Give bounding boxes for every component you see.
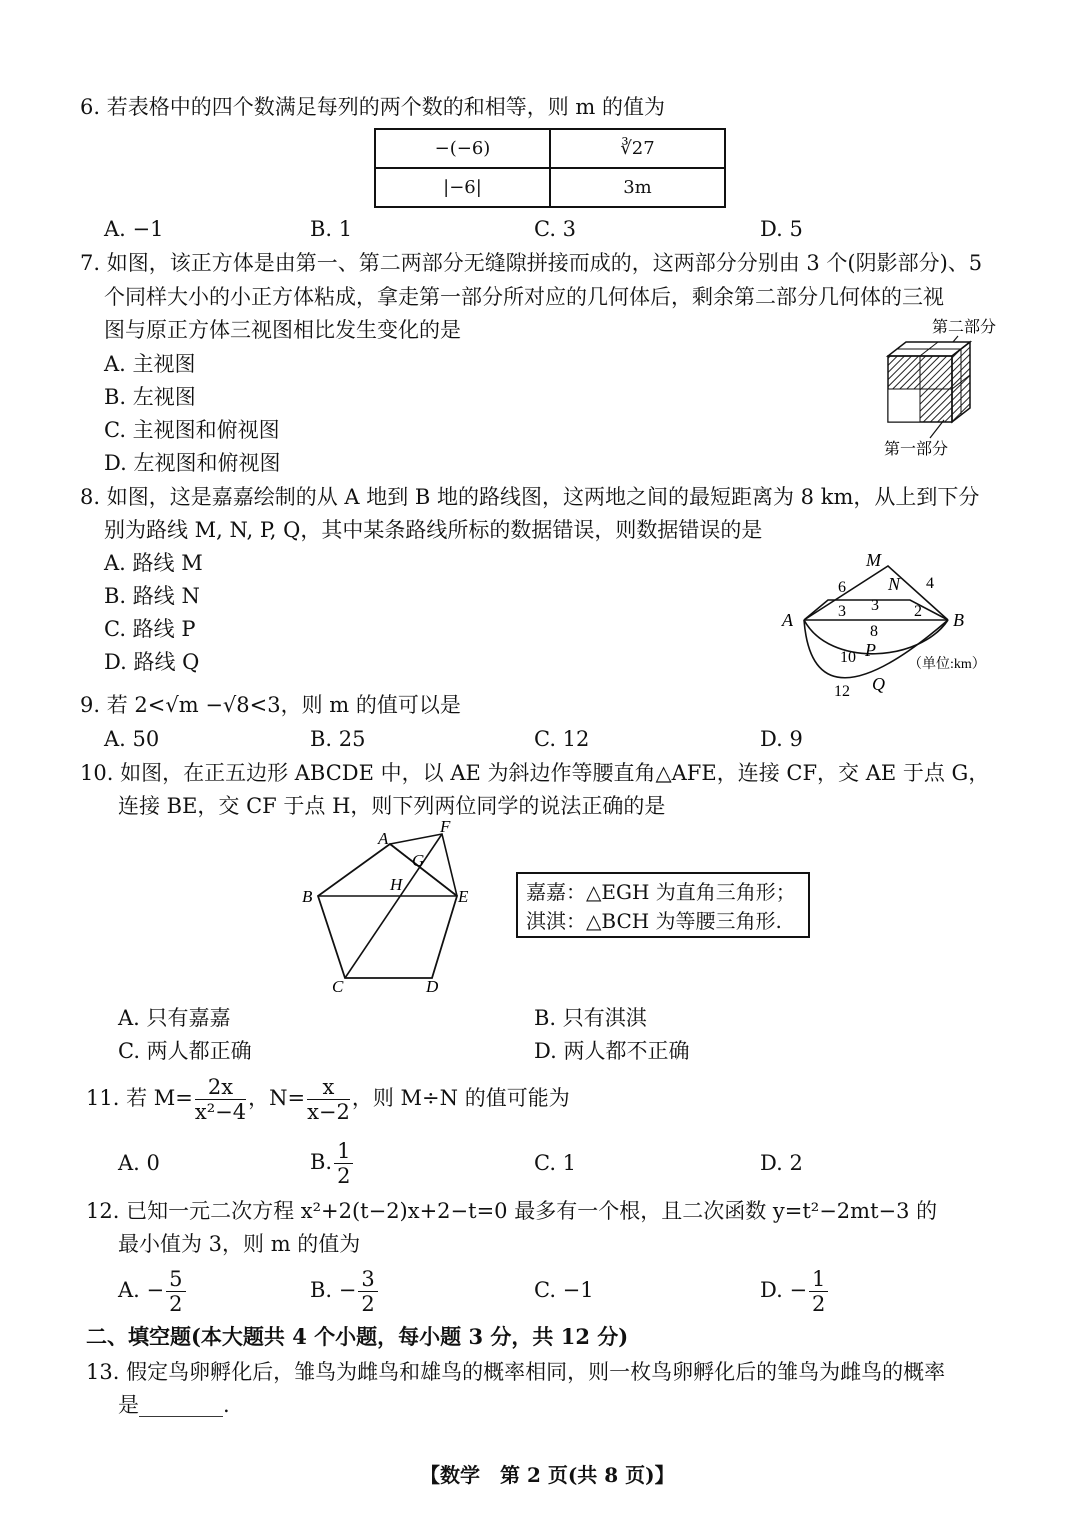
q12-option-b-numerator: 3	[358, 1267, 377, 1292]
q7-option-a: A. 主视图	[104, 352, 196, 376]
q8-label-8: 8	[870, 623, 878, 640]
q10-pentagon-figure	[290, 820, 490, 1000]
q7-cube-figure	[870, 312, 1020, 462]
q12-stem-line-1: 12. 已知一元二次方程 x²+2(t−2)x+2−t=0 最多有一个根，且二次函数 y=t²−2mt−3 的	[86, 1199, 938, 1223]
q8-option-a: A. 路线 M	[104, 551, 203, 575]
q10-option-d: D. 两人都不正确	[534, 1039, 690, 1063]
q13-stem-line-2: 是________.	[118, 1393, 230, 1417]
q11-option-a: A. 0	[118, 1151, 160, 1175]
q7-label-part1: 第一部分	[884, 441, 949, 458]
q7-option-d: D. 左视图和俯视图	[104, 451, 281, 475]
q12-option-b	[310, 1264, 380, 1316]
q8-route-figure	[770, 546, 1040, 706]
q12-option-c: C. −1	[534, 1278, 594, 1302]
q8-label-6: 6	[838, 579, 846, 596]
q11-option-c: C. 1	[534, 1151, 577, 1175]
q12-option-a-numerator: 5	[166, 1267, 185, 1292]
q13-stem-line-1: 13. 假定鸟卵孵化后，雏鸟为雌鸟和雄鸟的概率相同，则一枚鸟卵孵化后的雏鸟为雌鸟的概率	[86, 1360, 946, 1384]
q6-option-c: C. 3	[534, 217, 577, 241]
q6-option-a: A. −1	[104, 217, 164, 241]
q11-m-numerator: 2x	[195, 1075, 246, 1100]
q8-stem-line-2: 别为路线 M, N, P, Q，其中某条路线所标的数据错误，则数据错误的是	[104, 518, 763, 542]
q6-stem: 6. 若表格中的四个数满足每列的两个数的和相等，则 m 的值为	[80, 95, 665, 119]
q7-stem-line-1: 7. 如图，该正方体是由第一、第二两部分无缝隙拼接而成的，这两部分分别由 3 个(阴影部分)、5	[80, 251, 983, 275]
q10-label-c: C	[332, 977, 344, 996]
q12-option-a	[118, 1264, 188, 1316]
q8-label-3a: 3	[838, 603, 846, 620]
q11-prefix: 11. 若 M=	[86, 1086, 193, 1110]
q8-label-12: 12	[834, 683, 850, 700]
q7-stem-line-2: 个同样大小的小正方体粘成，拿走第一部分所对应的几何体后，剩余第二部分几何体的三视	[104, 285, 944, 309]
q10-statement-jiajia: 嘉嘉：△EGH 为直角三角形；	[526, 880, 796, 904]
q7-option-b: B. 左视图	[104, 385, 196, 409]
page-footer: 【数学 第 2 页(共 8 页)】	[420, 1463, 675, 1487]
q10-statement-box	[516, 872, 810, 938]
q11-option-d: D. 2	[760, 1151, 803, 1175]
q8-label-10: 10	[840, 649, 856, 666]
q6-cell-1: −(−6)	[375, 129, 550, 168]
q10-stem-line-1: 10. 如图，在正五边形 ABCDE 中，以 AE 为斜边作等腰直角△AFE，连接 CF，交 AE 于点 G，	[80, 761, 990, 785]
q11-n-denominator: x−2	[307, 1100, 350, 1124]
q8-label-3b: 3	[871, 597, 879, 614]
q12-option-a-fraction	[166, 1267, 185, 1316]
q11-option-b-numerator: 1	[334, 1139, 353, 1164]
q11-m-denominator: x²−4	[194, 1100, 247, 1124]
q11-mid: ，N=	[248, 1086, 306, 1110]
q8-label-4: 4	[926, 575, 934, 592]
q6-option-d: D. 5	[760, 217, 803, 241]
q12-option-b-denominator: 2	[361, 1292, 375, 1316]
q11-m-fraction	[195, 1075, 246, 1124]
q11-option-b-fraction	[334, 1139, 353, 1188]
q12-option-b-prefix: B. −	[310, 1278, 357, 1302]
q11-option-b-denominator: 2	[337, 1164, 351, 1188]
q10-label-d: D	[426, 977, 439, 996]
q9-option-b: B. 25	[310, 727, 366, 751]
q11-n-numerator: x	[307, 1075, 350, 1100]
q11-option-b	[310, 1136, 355, 1188]
q12-option-d-denominator: 2	[812, 1292, 826, 1316]
q12-stem-line-2: 最小值为 3，则 m 的值为	[118, 1232, 361, 1256]
q6-cell-2: ∛27	[550, 129, 725, 168]
q9-option-a: A. 50	[104, 727, 160, 751]
q6-option-b: B. 1	[310, 217, 353, 241]
q11-option-b-prefix: B.	[310, 1150, 333, 1174]
q10-label-a: A	[378, 829, 389, 848]
q10-label-b: B	[302, 887, 313, 906]
q7-label-part2: 第二部分	[932, 319, 997, 336]
q9-stem: 9. 若 2<√m −√8<3，则 m 的值可以是	[80, 693, 461, 717]
q11-suffix: ，则 M÷N 的值可能为	[351, 1086, 570, 1110]
q12-option-d-numerator: 1	[809, 1267, 828, 1292]
q12-option-d	[760, 1264, 830, 1316]
q10-statement-qiqi: 淇淇：△BCH 为等腰三角形.	[526, 909, 782, 933]
q12-option-d-fraction	[809, 1267, 828, 1316]
q8-option-d: D. 路线 Q	[104, 650, 200, 674]
q10-stem-line-2: 连接 BE，交 CF 于点 H，则下列两位同学的说法正确的是	[118, 794, 666, 818]
q8-label-p: P	[865, 640, 876, 660]
q6-table	[374, 128, 726, 208]
q10-label-f: F	[440, 820, 451, 836]
q8-label-a: A	[782, 610, 793, 630]
q6-cell-3: |−6|	[375, 168, 550, 207]
q11-n-fraction	[307, 1075, 350, 1124]
q9-option-c: C. 12	[534, 727, 590, 751]
q10-label-h: H	[390, 875, 403, 894]
q8-label-b: B	[953, 610, 964, 630]
q12-option-b-fraction	[358, 1267, 377, 1316]
q11-stem	[86, 1072, 570, 1124]
section-2-heading: 二、填空题(本大题共 4 个小题，每小题 3 分，共 12 分)	[86, 1324, 629, 1349]
q8-label-n: N	[888, 574, 901, 594]
q8-option-b: B. 路线 N	[104, 584, 200, 608]
q8-option-c: C. 路线 P	[104, 617, 196, 641]
q12-option-a-prefix: A. −	[118, 1278, 165, 1302]
q10-option-a: A. 只有嘉嘉	[118, 1006, 231, 1030]
q9-option-d: D. 9	[760, 727, 803, 751]
q7-option-c: C. 主视图和俯视图	[104, 418, 280, 442]
q10-option-b: B. 只有淇淇	[534, 1006, 647, 1030]
q10-option-c: C. 两人都正确	[118, 1039, 252, 1063]
q6-cell-4: 3m	[550, 168, 725, 207]
q12-option-a-denominator: 2	[169, 1292, 183, 1316]
q8-stem-line-1: 8. 如图，这是嘉嘉绘制的从 A 地到 B 地的路线图，这两地之间的最短距离为 8 km，从上到下分	[80, 485, 980, 509]
q8-label-q: Q	[872, 674, 885, 694]
q12-option-d-prefix: D. −	[760, 1278, 808, 1302]
q10-label-e: E	[458, 887, 469, 906]
q10-label-g: G	[412, 851, 425, 870]
q7-stem-line-3: 图与原正方体三视图相比发生变化的是	[104, 318, 461, 342]
q8-label-2: 2	[914, 603, 922, 620]
q8-unit-label: （单位:km）	[908, 657, 986, 672]
q8-label-m: M	[866, 550, 881, 570]
